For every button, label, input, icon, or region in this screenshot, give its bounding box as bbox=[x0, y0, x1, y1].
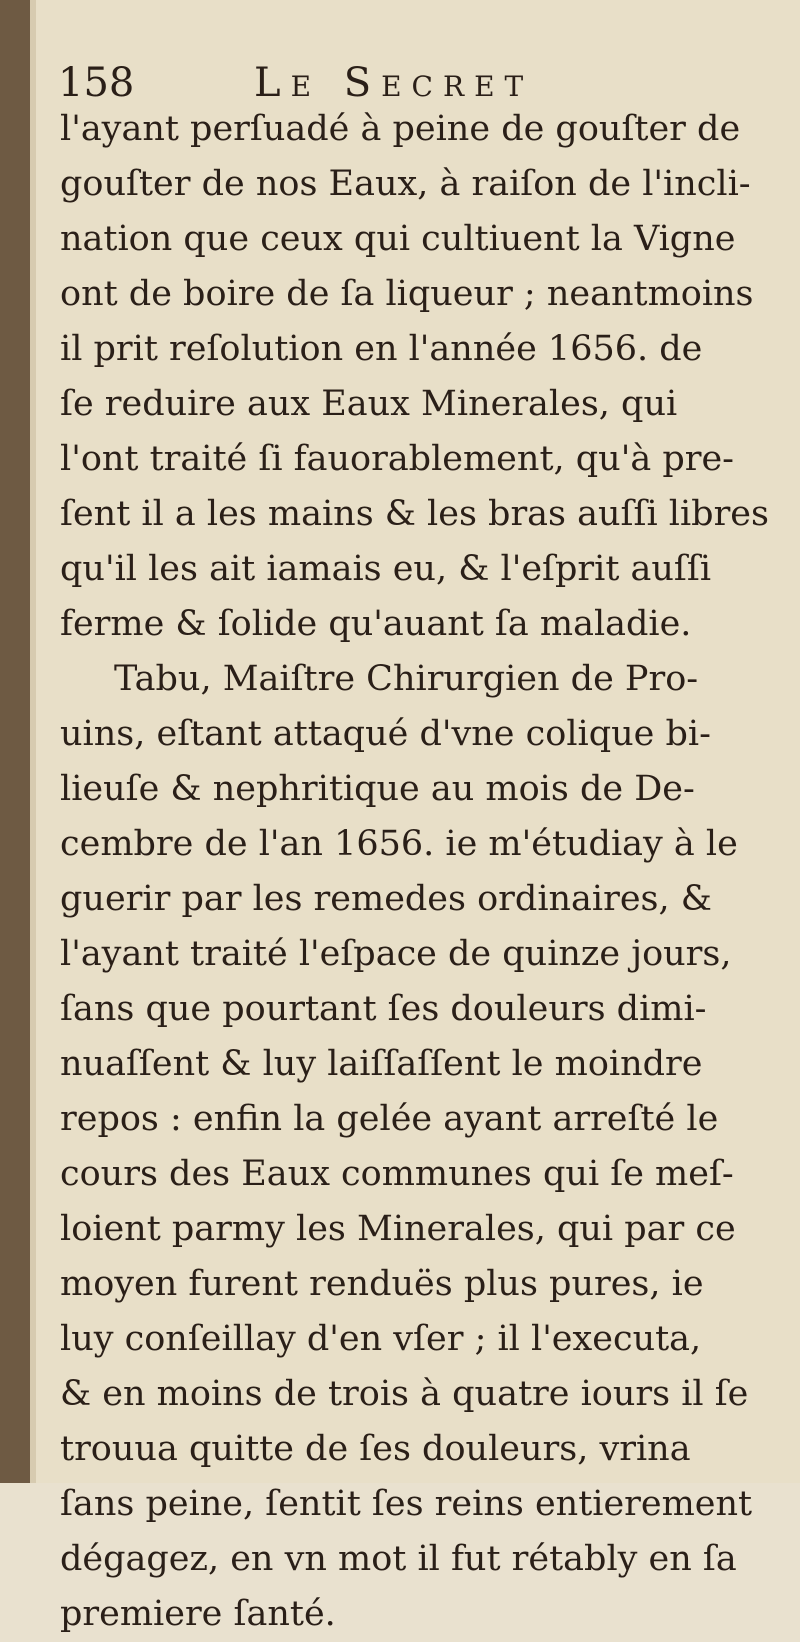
text-line: l'ont traité ſi fauorablement, qu'à pre- bbox=[60, 439, 734, 479]
text-line: loient parmy les Minerales, qui par ce bbox=[60, 1209, 736, 1249]
text-line: luy conſeillay d'en vſer ; il l'executa, bbox=[60, 1319, 702, 1359]
text-line: qu'il les ait iamais eu, & l'eſprit auſſi bbox=[60, 549, 712, 589]
text-line: il prit reſolution en l'année 1656. de bbox=[60, 329, 703, 369]
book-gutter bbox=[0, 0, 34, 1483]
text-line: ſe reduire aux Eaux Minerales, qui bbox=[60, 384, 678, 424]
text-line: dégagez, en vn mot il fut rétably en ſa bbox=[60, 1539, 737, 1579]
body-text bbox=[60, 102, 769, 1642]
text-line: nation que ceux qui cultiuent la Vigne bbox=[60, 219, 736, 259]
text-line: ſans que pourtant ſes douleurs dimi- bbox=[60, 989, 707, 1029]
text-line: guerir par les remedes ordinaires, & bbox=[60, 879, 712, 919]
text-line: lieuſe & nephritique au mois de De- bbox=[60, 769, 695, 809]
text-line: premiere ſanté. bbox=[60, 1594, 336, 1634]
text-line: l'ayant traité l'eſpace de quinze jours, bbox=[60, 934, 732, 974]
text-line: ferme & ſolide qu'auant ſa maladie. bbox=[60, 604, 692, 644]
running-title: Le Secret bbox=[254, 60, 534, 106]
text-line: gouſter de nos Eaux, à raiſon de l'incli- bbox=[60, 164, 751, 204]
text-line: moyen furent renduës plus pures, ie bbox=[60, 1264, 704, 1304]
text-line: uins, eſtant attaqué d'vne colique bi- bbox=[60, 714, 711, 754]
text-line: trouua quitte de ſes douleurs, vrina bbox=[60, 1429, 691, 1469]
text-line: ont de boire de ſa liqueur ; neantmoins bbox=[60, 274, 754, 314]
text-line: repos : enfin la gelée ayant arreſté le bbox=[60, 1099, 719, 1139]
text-line: ſans peine, ſentit ſes reins entierement bbox=[60, 1484, 753, 1524]
page-number: 158 bbox=[58, 60, 135, 106]
text-line: cembre de l'an 1656. ie m'étudiay à le bbox=[60, 824, 738, 864]
text-line: cours des Eaux communes qui ſe meſ- bbox=[60, 1154, 734, 1194]
text-line: l'ayant perſuadé à peine de gouſter de bbox=[60, 109, 741, 149]
page-header bbox=[58, 58, 758, 108]
text-line: nuaſſent & luy laiſſaſſent le moindre bbox=[60, 1044, 703, 1084]
text-line: ſent il a les mains & les bras auſſi libres bbox=[60, 494, 769, 534]
paragraph-start-line: Tabu, Maiſtre Chirurgien de Pro- bbox=[114, 659, 699, 699]
text-line: & en moins de trois à quatre iours il ſe bbox=[60, 1374, 749, 1414]
